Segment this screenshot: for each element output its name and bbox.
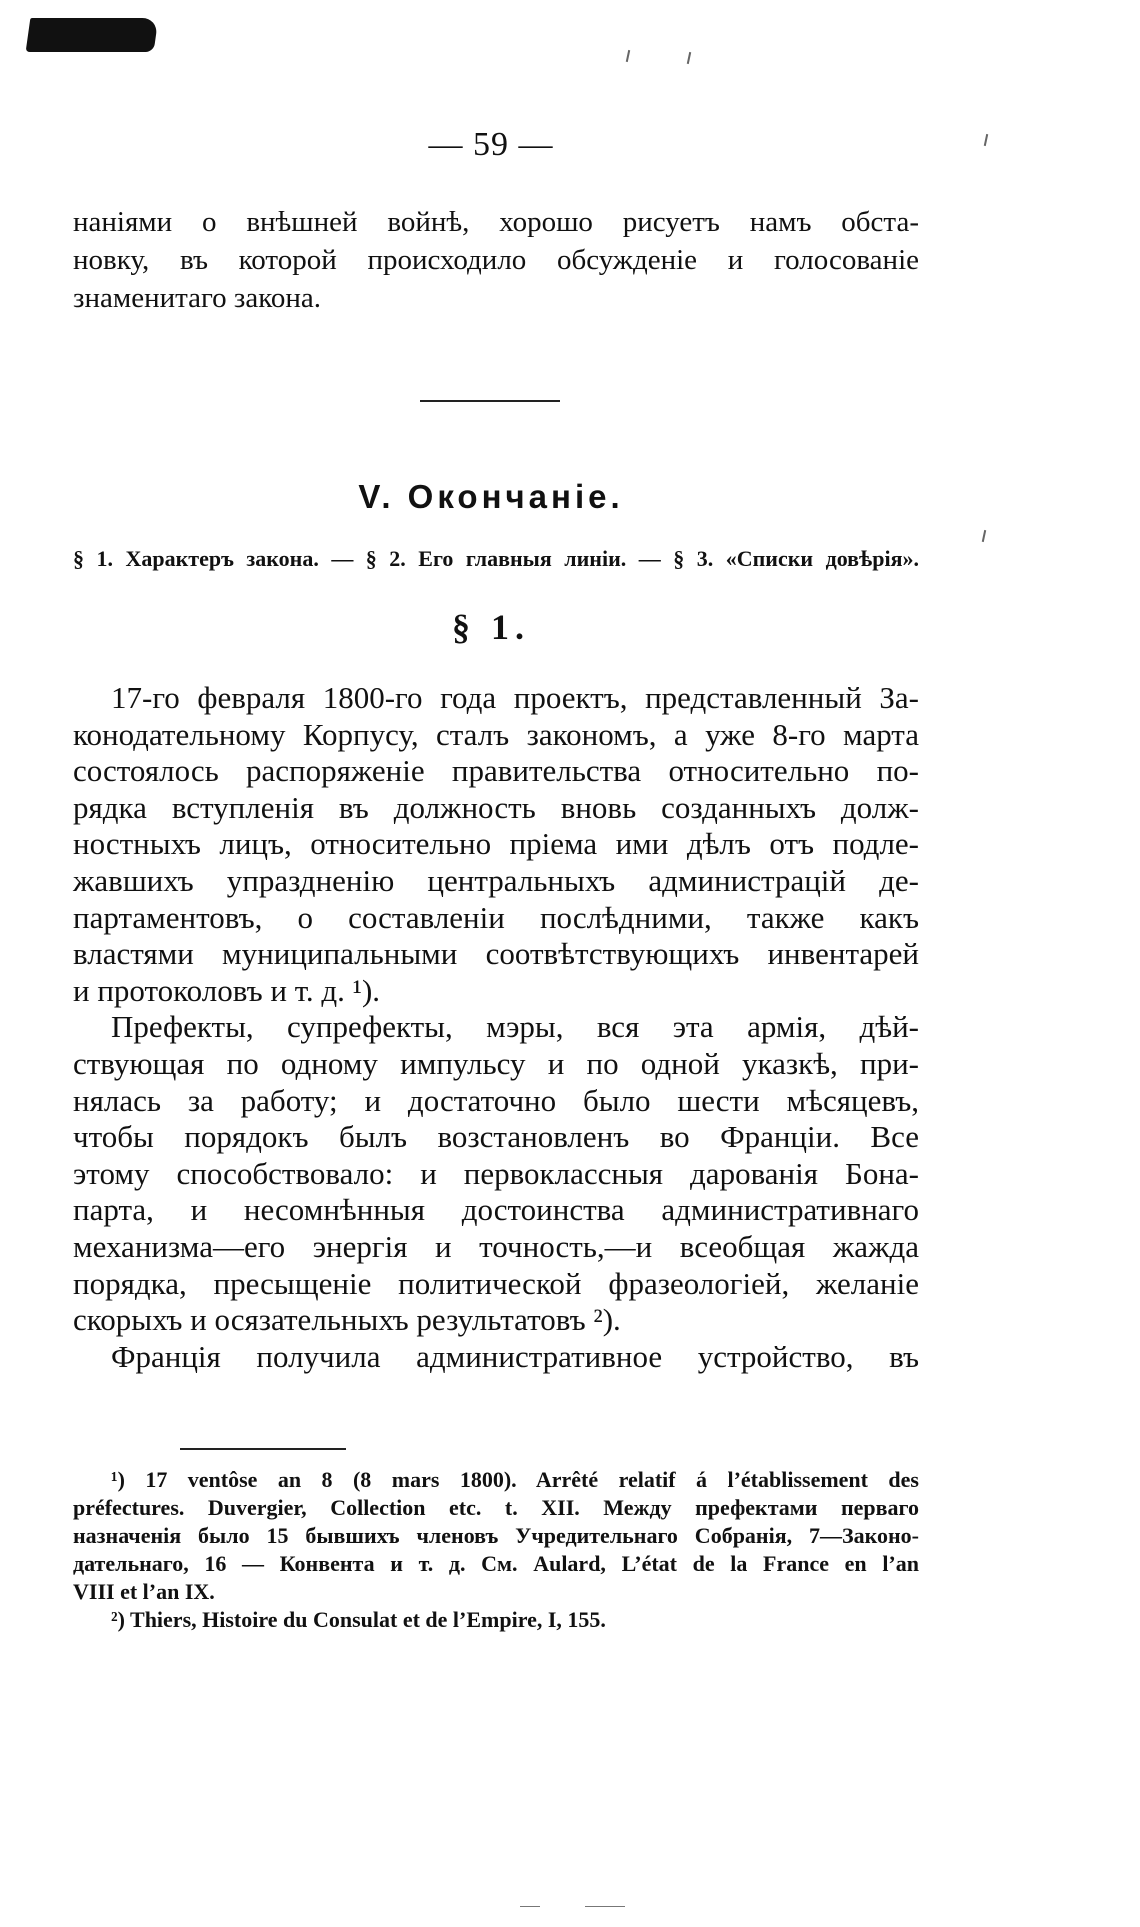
text-line: конодательному Корпусу, сталъ закономъ, а уже 8-го марта [73,716,919,752]
footnotes [73,1466,919,1634]
footnote-line: VIII et l’an IX. [73,1579,215,1604]
intro-paragraph [73,203,919,317]
text-line: жавшихъ упраздненію центральныхъ администрацій де- [73,862,919,898]
text-line: рядка вступленія въ должность вновь созданныхъ долж- [73,789,919,825]
page-speck [687,52,691,64]
page-edge-mark [520,1906,540,1907]
page-speck [984,134,988,146]
subsection-list: § 1. Характеръ закона. — § 2. Его главныя линіи. — § 3. «Списки довѣрія». [73,546,919,571]
page-number: — 59 — [428,126,554,163]
text-line: партаментовъ, о составленіи послѣдними, также какъ [73,899,919,935]
text-line: Префекты, супрефекты, мэры, вся эта армія, дѣй- [111,1009,919,1045]
footnote-line: дательнаго, 16 — Конвента и т. д. См. Aulard, L’état de la France en l’an [73,1551,919,1576]
text-line: новку, въ которой происходило обсужденіе и голосованіе [73,244,919,276]
footnote-line: назначенія было 15 бывшихъ членовъ Учредительнаго Собранія, 7—Законо- [73,1523,919,1548]
text-line: властями муниципальными соотвѣтствующихъ инвентарей [73,936,919,972]
page-edge-mark [585,1906,625,1907]
text-line: и протоколовъ и т. д. ¹). [73,972,381,1008]
text-line: этому способствовало: и первоклассныя дарованія Бона- [73,1155,919,1191]
footnote-divider [180,1448,346,1450]
text-line: парта, и несомнѣнныя достоинства административнаго [73,1192,919,1228]
text-line: порядка, пресыщеніе политической фразеологіей, желаніе [73,1265,919,1301]
text-line: 17-го февраля 1800-го года проектъ, представленный За- [111,680,919,715]
text-line: нялась за работу; и достаточно было шести мѣсяцевъ, [73,1082,919,1118]
ink-blot-mark [26,18,159,52]
text-line: механизма—его энергія и точность,—и всеобщая жажда [73,1228,919,1264]
footnote-line: préfectures. Duvergier, Collection etc. t. XII. Между префектами перваго [73,1495,919,1520]
section-divider [420,400,560,402]
subsection-heading: § 1. [452,607,530,647]
section-title: V. Окончаніе. [358,478,624,515]
text-line: состоялось распоряженіе правительства относительно по- [73,753,919,789]
footnote-line: ¹) 17 ventôse an 8 (8 mars 1800). Arrêté relatif á l’établissement des [111,1467,919,1492]
text-line: наніями о внѣшней войнѣ, хорошо рисуетъ намъ обста- [73,206,919,238]
page-speck [626,50,630,62]
text-line: Франція получила административное устройство, въ [111,1338,919,1374]
page-speck [982,530,986,542]
footnote-line: ²) Thiers, Histoire du Consulat et de l’Empire, I, 155. [111,1607,606,1632]
text-line: знаменитаго закона. [73,282,322,314]
text-line: ствующая по одному импульсу и по одной указкѣ, при- [73,1045,919,1081]
text-line: ностныхъ лицъ, относительно пріема ими дѣлъ отъ подле- [73,826,919,862]
text-line: чтобы порядокъ былъ возстановленъ во Франціи. Все [73,1119,919,1155]
text-line: скорыхъ и осязательныхъ результатовъ ²). [73,1302,621,1338]
body-text [73,680,919,1375]
